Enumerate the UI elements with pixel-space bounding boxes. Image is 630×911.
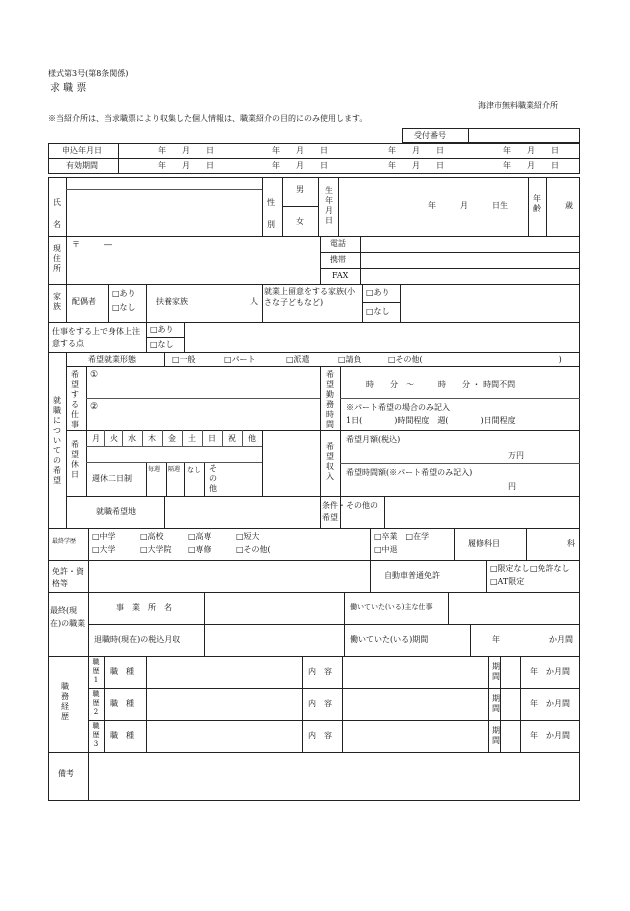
birth-label: 生年月日 bbox=[325, 186, 333, 225]
history-period-value-2[interactable]: 年 か月間 bbox=[530, 699, 570, 708]
address-label: 現住所 bbox=[53, 244, 61, 273]
spouse-yes[interactable]: □あり bbox=[112, 289, 136, 298]
period-months: か月間 bbox=[549, 635, 573, 644]
history-period-value-1[interactable]: 年 か月間 bbox=[530, 667, 570, 676]
history-content-label-1: 内 容 bbox=[308, 667, 332, 676]
sex-label: 性別 bbox=[267, 198, 275, 229]
cond-label: 条件・その他の希望 bbox=[322, 501, 378, 522]
valid-period-label: 有効期間 bbox=[66, 161, 98, 170]
edu-jc[interactable]: □短大 bbox=[236, 532, 260, 541]
health-yes[interactable]: □あり bbox=[150, 325, 174, 334]
name-field[interactable] bbox=[66, 189, 262, 236]
work-form-part[interactable]: □パート bbox=[224, 355, 256, 364]
last-job-label: 最終(現在)の職業 bbox=[50, 606, 86, 628]
privacy-note: ※当紹介所は、当求職票により収集した個人情報は、職業紹介の目的にのみ使用します。 bbox=[48, 114, 368, 123]
part-note: ※パート希望の場合のみ記入 bbox=[346, 403, 450, 412]
fax-label: FAX bbox=[332, 271, 349, 280]
hourly-label: 希望時間額(※パート希望のみ記入) bbox=[346, 468, 473, 477]
work-form-other[interactable]: □その他( ) bbox=[388, 355, 562, 364]
history-period-value-3[interactable]: 年 か月間 bbox=[530, 731, 570, 740]
apply-date-3[interactable]: 年 月 日 bbox=[388, 146, 444, 155]
age-unit: 歳 bbox=[565, 201, 573, 210]
history-content-label-2: 内 容 bbox=[308, 699, 332, 708]
sex-male[interactable]: 男 bbox=[296, 185, 304, 194]
valid-date-4[interactable]: 年 月 日 bbox=[503, 161, 559, 170]
place-label: 就職希望地 bbox=[96, 507, 136, 516]
job-wish-2[interactable]: ② bbox=[90, 402, 99, 412]
weekly-alt[interactable]: 隔週 bbox=[168, 466, 181, 473]
family-note: 就業上留意をする家族(小さな子どもなど) bbox=[264, 287, 356, 307]
form-title: 求 職 票 bbox=[50, 83, 87, 94]
birth-date[interactable]: 年 月 日生 bbox=[428, 201, 508, 210]
hours-label: 希望勤務時間 bbox=[326, 370, 334, 429]
course-unit: 科 bbox=[567, 539, 575, 548]
monthly-label: 希望月額(税込) bbox=[346, 435, 401, 444]
holiday-day-2[interactable]: 火 bbox=[110, 434, 118, 443]
edu-grad[interactable]: □大学院 bbox=[140, 545, 172, 554]
edu-status-grad[interactable]: □卒業 □在学 bbox=[374, 532, 430, 541]
apply-date-4[interactable]: 年 月 日 bbox=[503, 146, 559, 155]
job-wish-1[interactable]: ① bbox=[90, 370, 99, 380]
holiday-day-5[interactable]: 金 bbox=[168, 434, 176, 443]
edu-voc[interactable]: □専修 bbox=[188, 545, 212, 554]
family-note-no[interactable]: □なし bbox=[366, 307, 390, 316]
income-label: 希望収入 bbox=[326, 442, 334, 481]
holiday-day-9[interactable]: 他 bbox=[248, 434, 256, 443]
course-label: 履修科目 bbox=[468, 539, 500, 548]
apply-date-2[interactable]: 年 月 日 bbox=[272, 146, 328, 155]
company-name-label: 事 業 所 名 bbox=[116, 603, 172, 612]
valid-date-2[interactable]: 年 月 日 bbox=[272, 161, 328, 170]
work-form-contract[interactable]: □請負 bbox=[338, 355, 362, 364]
main-work-label: 働いていた(いる)主な仕事 bbox=[350, 603, 433, 611]
age-label: 年齢 bbox=[533, 194, 541, 213]
health-label: 仕事をする上で身体上注意する点 bbox=[52, 327, 140, 348]
health-no[interactable]: □なし bbox=[150, 340, 174, 349]
work-form-label: 希望就業形態 bbox=[88, 355, 136, 364]
holiday-day-3[interactable]: 水 bbox=[128, 434, 136, 443]
holiday-day-6[interactable]: 土 bbox=[188, 434, 196, 443]
history-no-1: 職歴1 bbox=[92, 658, 100, 684]
edu-jhs[interactable]: □中学 bbox=[92, 532, 116, 541]
job-wish-label: 希望する仕事 bbox=[71, 370, 79, 429]
license-at[interactable]: □AT限定 bbox=[490, 577, 525, 586]
last-income-label: 退職時(現在)の税込月収 bbox=[94, 635, 181, 644]
hours-text[interactable]: 時 分 〜 時 分 ・ 時間不問 bbox=[366, 380, 516, 389]
license-unlimited[interactable]: □限定なし bbox=[490, 564, 530, 573]
license-label: 免許・資格等 bbox=[52, 567, 84, 588]
part-line[interactable]: 1日( )時間程度 週( )日間程度 bbox=[346, 416, 516, 425]
family-note-yes[interactable]: □あり bbox=[366, 288, 390, 297]
apply-date-label: 申込年月日 bbox=[62, 146, 102, 155]
history-period-label-2: 期間 bbox=[492, 694, 500, 713]
holiday-day-4[interactable]: 木 bbox=[148, 434, 156, 443]
weekly-every[interactable]: 毎週 bbox=[148, 466, 161, 473]
edu-label: 最終学歴 bbox=[52, 538, 77, 545]
holiday-day-8[interactable]: 祝 bbox=[228, 434, 236, 443]
office-name: 海津市無料職業紹介所 bbox=[478, 101, 558, 110]
dependents-label: 扶養家族 bbox=[156, 297, 188, 306]
work-form-dispatch[interactable]: □派遣 bbox=[286, 355, 310, 364]
weekly-other[interactable]: その他 bbox=[209, 464, 217, 493]
valid-date-1[interactable]: 年 月 日 bbox=[158, 161, 214, 170]
edu-tech[interactable]: □高専 bbox=[188, 532, 212, 541]
valid-date-3[interactable]: 年 月 日 bbox=[388, 161, 444, 170]
weekly-two-days[interactable]: 週休二日制 bbox=[92, 474, 132, 483]
history-type-label-2: 職 種 bbox=[110, 699, 134, 708]
period-label: 働いていた(いる)期間 bbox=[350, 635, 429, 644]
period-year: 年 bbox=[492, 635, 500, 644]
apply-date-1[interactable]: 年 月 日 bbox=[158, 146, 214, 155]
holiday-day-7[interactable]: 日 bbox=[208, 434, 216, 443]
weekly-none[interactable]: なし bbox=[187, 466, 201, 474]
license-none[interactable]: □免許なし bbox=[530, 564, 570, 573]
driver-license-label: 自動車普通免許 bbox=[384, 571, 440, 580]
history-no-2: 職歴2 bbox=[92, 690, 100, 716]
history-label: 職務経歴 bbox=[61, 682, 69, 721]
remarks-field[interactable] bbox=[88, 752, 580, 801]
edu-other[interactable]: □その他( bbox=[236, 545, 271, 554]
form-number: 様式第3号(第8条関係) bbox=[48, 69, 129, 78]
hourly-unit: 円 bbox=[508, 482, 516, 491]
history-type-label-1: 職 種 bbox=[110, 667, 134, 676]
history-type-label-3: 職 種 bbox=[110, 731, 134, 740]
mobile-label: 携帯 bbox=[330, 255, 346, 264]
name-label: 氏名 bbox=[53, 198, 61, 229]
holiday-label: 希望休日 bbox=[71, 440, 79, 479]
holiday-day-1[interactable]: 月 bbox=[92, 434, 100, 443]
phone-label: 電話 bbox=[330, 239, 346, 248]
edu-hs[interactable]: □高校 bbox=[140, 532, 164, 541]
history-content-label-3: 内 容 bbox=[308, 731, 332, 740]
history-period-label-1: 期間 bbox=[492, 662, 500, 681]
sex-female[interactable]: 女 bbox=[296, 217, 304, 226]
edu-status-drop[interactable]: □中退 bbox=[374, 545, 398, 554]
family-label: 家族 bbox=[53, 292, 61, 311]
hope-section-label: 就職についての希望 bbox=[53, 396, 61, 485]
spouse-label: 配偶者 bbox=[72, 297, 96, 306]
work-form-general[interactable]: □一般 bbox=[172, 355, 196, 364]
remarks-label: 備考 bbox=[58, 769, 74, 778]
dependents-unit: 人 bbox=[250, 297, 258, 306]
receipt-label: 受付番号 bbox=[414, 131, 446, 140]
spouse-no[interactable]: □なし bbox=[112, 303, 136, 312]
monthly-unit: 万円 bbox=[508, 451, 524, 460]
edu-univ[interactable]: □大学 bbox=[92, 545, 116, 554]
postal-code[interactable]: 〒 ― bbox=[72, 240, 112, 249]
history-no-3: 職歴3 bbox=[92, 722, 100, 748]
history-period-label-3: 期間 bbox=[492, 726, 500, 745]
